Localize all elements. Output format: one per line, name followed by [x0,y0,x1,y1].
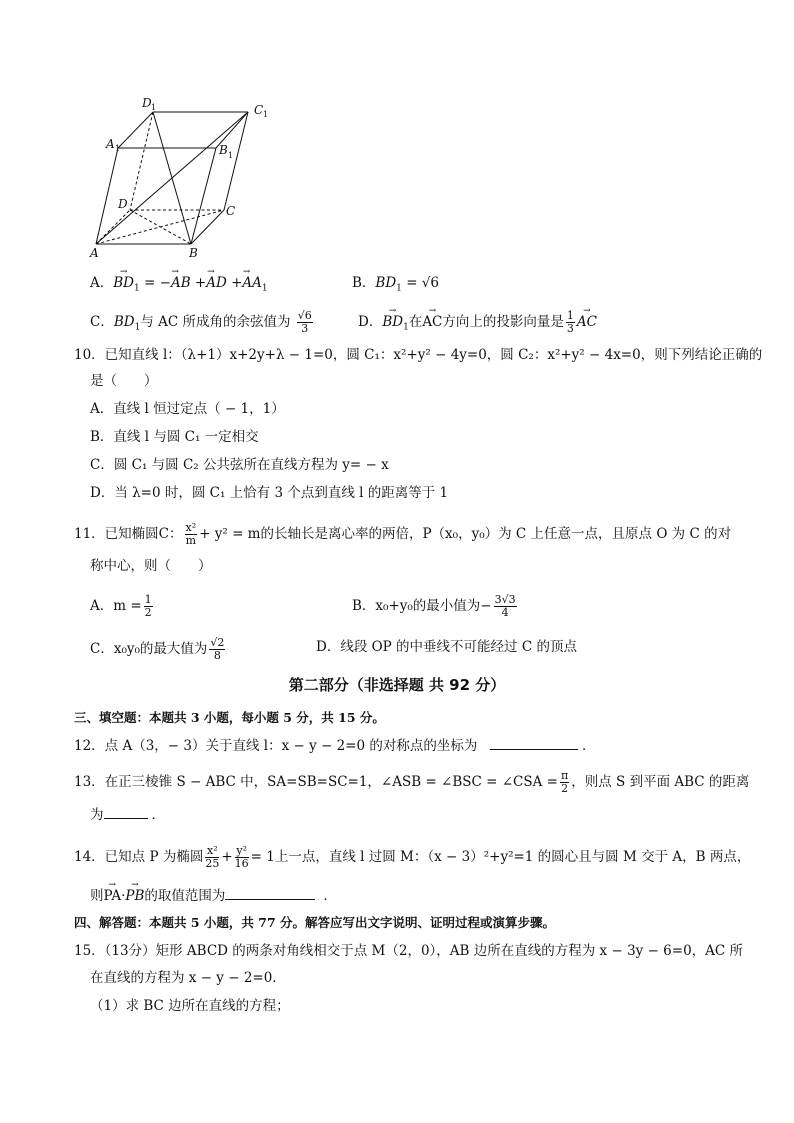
q10-option-b: B．直线 l 与圆 C₁ 一定相交 [90,429,259,445]
q14-answer-blank[interactable] [225,885,315,900]
q14-stem-line1: 14．已知点 P 为椭圆 $\frac{\text{x²}}{25}$ + $\frac{\text{y²}}{16}$ = 1上一点，直线 l 过圆 M：（x − 3）²+y²=1 的圆心且与圆 M 交于 A，B 两点， [74,844,751,870]
q11-stem-line1: 11．已知椭圆C： $\frac{\text{x²}}{m}$ + y² = m的长轴长是离心率的两倍，P（x₀，y₀）为 C 上任意一点，且原点 O 为 C 的对 [74,521,732,547]
q13-stem-line2: 为 ． [90,804,165,825]
q10-option-a: A．直线 l 恒过定点（ − 1，1） [90,401,285,417]
q9-option-a: A．→ $BD_1$ = → $-AB \to +AD \to +AA_1$ [90,273,268,299]
label-b: B [189,246,198,260]
q10-option-d: D．当 λ=0 时，圆 C₁ 上恰有 3 个点到直线 l 的距离等于 1 [90,485,449,501]
q11-option-c: C．x₀y₀的最大值为 $\frac{√2}{8}$ [90,636,225,662]
svg-text:1: 1 [228,151,234,160]
q10-stem-line1: 10．已知直线 l：（λ+1）x+2y+λ − 1=0，圆 C₁：x²+y² − 4y=0，圆 C₂：x²+y² − 4x=0，则下列结论正确的 [74,347,763,363]
q10-stem-line2: 是（ ） [90,373,158,389]
label-a: A [90,246,99,260]
q15-stem-line1: 15．（13分）矩形 ABCD 的两条对角线相交于点 M（2，0），AB 边所在直线的方程为 x − 3y − 6=0，AC 所 [74,943,744,959]
q11-option-d: D．线段 OP 的中垂线不可能经过 C 的顶点 [316,639,577,655]
q11-stem-line2: 称中心，则（ ） [90,558,212,574]
q11-option-a: A．m = $\frac{1}{2}$ [90,593,152,619]
q13-answer-blank[interactable] [104,804,148,819]
parallelepiped-figure [88,92,278,262]
section3-header: 三、填空题：本题共 3 小题，每小题 5 分，共 15 分。 [74,710,385,725]
svg-text:1: 1 [263,110,269,119]
svg-text:1: 1 [151,103,157,112]
q14-stem-line2: 则→ PA·→ PB的取值范围为 ． [90,885,337,906]
label-a1: A [106,137,115,151]
label-d1: D [142,96,152,110]
q9-option-d: D．→ $BD_1$在→ AC方向上的投影向量是 $\frac{1}{3}$ → AC [358,310,597,338]
q9-option-b: B．$BD_1 = √6$ [352,275,439,294]
q9-option-c: C．$BD_1$与 AC 所成角的余弦值为 $\frac{√6}{3}$ [90,309,312,335]
q15-subquestion-1: （1）求 BC 边所在直线的方程； [90,998,290,1014]
q12-answer-blank[interactable] [490,735,578,750]
part2-title: 第二部分（非选择题 共 92 分） [288,676,506,694]
label-c: C [226,204,236,218]
label-d: D [118,197,128,211]
q12-stem: 12．点 A（3，− 3）关于直线 l：x − y − 2=0 的对称点的坐标为 ． [74,735,596,756]
q11-option-b: B．x₀+y₀的最小值为− $\frac{3√3}{4}$ [352,593,516,619]
q15-stem-line2: 在直线的方程为 x − y − 2=0． [90,970,286,986]
q10-option-c: C．圆 C₁ 与圆 C₂ 公共弦所在直线方程为 y= − x [90,457,389,473]
label-b1: B [219,143,228,157]
svg-text:1: 1 [115,144,121,153]
section4-header: 四、解答题：本题共 5 小题，共 77 分。解答应写出文字说明、证明过程或演算步骤。 [74,915,556,930]
q13-stem-line1: 13．在正三棱锥 S − ABC 中，SA=SB=SC=1，∠ASB = ∠BSC = ∠CSA = $\frac{\pi}{2}$ ，则点 S 到平面 ABC 的距离 [74,769,750,795]
label-c1: C [254,103,264,117]
